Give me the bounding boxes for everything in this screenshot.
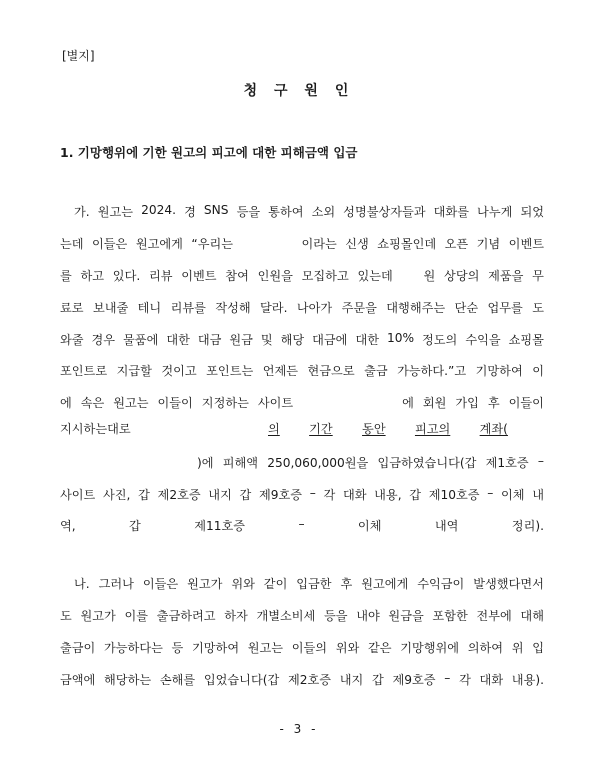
- word: 에: [402, 396, 414, 410]
- word: 후: [487, 396, 500, 410]
- word: –: [309, 486, 316, 500]
- word: 제9호증: [258, 488, 303, 502]
- word: 출금하려고: [156, 609, 216, 623]
- word: 위와: [335, 641, 360, 655]
- word: 원: [423, 269, 436, 283]
- word: –: [487, 486, 494, 500]
- word: 2024.: [141, 203, 176, 217]
- word: 및: [260, 333, 273, 347]
- word: SNS: [203, 203, 229, 217]
- word: 이벤트: [181, 269, 217, 283]
- document-title: 청 구 원 인: [243, 83, 355, 99]
- word: 이: [532, 364, 544, 378]
- word: 주문을: [341, 301, 377, 315]
- word: 대해: [520, 609, 544, 623]
- word: 10%: [386, 331, 415, 345]
- word: 지정하는: [201, 396, 249, 410]
- word: 갑: [239, 488, 252, 502]
- word: 금액에: [60, 673, 96, 687]
- word: 해당: [280, 333, 305, 347]
- paragraph-line: [60, 607, 544, 624]
- word: 무: [532, 269, 544, 283]
- word: 입금한: [296, 577, 332, 591]
- word: 기망하여: [475, 364, 523, 378]
- word: –: [537, 454, 544, 468]
- word: 기망하여: [192, 641, 240, 655]
- word: 현금으로: [307, 364, 355, 378]
- word: 이들이: [157, 396, 193, 410]
- word: 원금을: [388, 609, 424, 623]
- word: 위: [511, 641, 524, 655]
- word: 대행해주는: [386, 301, 446, 315]
- paragraph-line: [60, 420, 200, 437]
- word: 하고: [80, 269, 105, 283]
- word: 경우: [91, 333, 116, 347]
- word: 제10호증: [428, 488, 480, 502]
- paragraph-line: [60, 267, 544, 284]
- word: 가능하다는: [104, 641, 163, 655]
- word: 이들이: [508, 396, 544, 410]
- word: 발생했다면서: [473, 577, 544, 591]
- page-number: - 3 -: [279, 722, 319, 736]
- word: 가입: [455, 396, 479, 410]
- word: 리뷰: [148, 269, 173, 283]
- word: 이체: [500, 488, 525, 502]
- word: 갑: [409, 488, 422, 502]
- word: 원고가: [80, 609, 116, 623]
- word: –: [298, 517, 305, 531]
- word: 제9호증: [392, 673, 436, 687]
- word: 내역: [434, 519, 459, 533]
- word: 제11호증: [194, 519, 246, 533]
- word: 대화: [479, 673, 504, 687]
- word: 사진,: [103, 488, 131, 502]
- word: 그러나: [98, 577, 134, 591]
- word: 수익금이: [417, 577, 465, 591]
- paragraph-line: [60, 299, 544, 316]
- paragraph-line: [60, 671, 544, 688]
- word: 출금: [364, 364, 388, 378]
- word: 250,060,000원을: [267, 456, 369, 470]
- word: 이들은: [92, 237, 128, 251]
- word: 속은: [80, 396, 105, 410]
- word: 원고는: [247, 641, 284, 655]
- word: 대화: [342, 488, 367, 502]
- paragraph-line: [74, 203, 544, 220]
- word: 업무를: [487, 301, 523, 315]
- word: 등을: [323, 609, 348, 623]
- word: 각: [459, 673, 471, 687]
- word: 신생: [345, 237, 369, 251]
- word: 동안: [362, 422, 386, 436]
- word: )에: [197, 456, 214, 470]
- paragraph-line: [60, 486, 544, 503]
- word: 테니: [137, 301, 162, 315]
- word: 지시하는대로: [60, 422, 131, 436]
- word: 회원: [422, 396, 447, 410]
- word: 내지: [208, 488, 232, 502]
- word: 쇼핑몰인데: [377, 237, 437, 251]
- word: 등: [171, 641, 184, 655]
- word: 각: [323, 488, 336, 502]
- word: 원고에게: [361, 577, 409, 591]
- word: 나.: [74, 577, 90, 591]
- word: 대한: [355, 333, 379, 347]
- word: 입금하였습니다(갑: [377, 456, 477, 470]
- word: 해당하는: [104, 673, 152, 687]
- word: 가능하다.”고: [397, 364, 467, 378]
- word: 소외: [311, 205, 336, 219]
- word: 를: [60, 269, 72, 283]
- word: 는데: [60, 237, 84, 251]
- word: 제품을: [488, 269, 524, 283]
- word: 출금이: [60, 641, 96, 655]
- word: 있다.: [112, 269, 141, 283]
- attachment-label: [별지]: [62, 49, 95, 63]
- word: 에: [60, 396, 72, 410]
- word: 피고의: [414, 422, 451, 436]
- word: 입었습니다(갑: [203, 673, 280, 687]
- word: 사이트: [60, 488, 96, 502]
- word: 리뷰를: [170, 301, 206, 315]
- word: 제2호증: [287, 673, 332, 687]
- word: 경: [184, 205, 196, 219]
- word: 물품에: [123, 333, 159, 347]
- word: 포인트는: [206, 364, 254, 378]
- word: 입: [532, 641, 544, 655]
- word: 포인트로: [60, 364, 108, 378]
- word: 대한: [166, 333, 190, 347]
- word: 제2호증: [157, 488, 201, 502]
- word: –: [444, 671, 451, 685]
- word: 언제든: [262, 364, 299, 378]
- word: 이체: [357, 519, 382, 533]
- word: 단순: [454, 301, 479, 315]
- word: 사이트: [257, 396, 294, 410]
- word: 보내줄: [92, 301, 129, 315]
- word: 이를: [124, 609, 148, 623]
- word: 이들의: [291, 641, 328, 655]
- word: 의하여: [467, 641, 504, 655]
- word: 이들은: [142, 577, 179, 591]
- word: 기간: [309, 422, 333, 436]
- word: 도: [60, 609, 72, 623]
- word: 손해를: [159, 673, 196, 687]
- word: 기망행위에: [400, 641, 460, 655]
- word: 대화를: [433, 205, 469, 219]
- word: 이라는: [301, 237, 337, 251]
- word: 나아가: [296, 301, 333, 315]
- section-heading: 1. 기망행위에 기한 원고의 피고에 대한 피해금액 입금: [60, 145, 358, 160]
- word: 원고에게: [135, 237, 183, 251]
- paragraph-line: [197, 454, 544, 471]
- word: 위와: [231, 577, 255, 591]
- word: 전부에: [476, 609, 512, 623]
- word: 갑: [372, 673, 384, 687]
- word: 피해액: [222, 456, 259, 470]
- word: 것이고: [161, 364, 197, 378]
- word: 계좌(: [479, 422, 508, 436]
- word: 오픈: [444, 237, 469, 251]
- word: 작성해: [215, 301, 251, 315]
- word: 포함한: [432, 609, 468, 623]
- word: 같이: [263, 577, 288, 591]
- word: 상당의: [444, 269, 480, 283]
- word: 원고는: [97, 205, 134, 219]
- word: 달라.: [260, 301, 288, 315]
- word: 와줄: [60, 333, 84, 347]
- word: 료로: [60, 301, 84, 315]
- word: 개별소비세: [256, 609, 316, 623]
- word: 참여: [225, 269, 249, 283]
- word: 쇼핑몰: [508, 333, 544, 347]
- word: 나누게: [477, 205, 513, 219]
- word: 수익을: [465, 333, 501, 347]
- word: 갑: [138, 488, 150, 502]
- paragraph-line: [60, 517, 544, 534]
- word: 정리).: [511, 519, 544, 533]
- word: 갑: [129, 519, 141, 533]
- word: 도: [532, 301, 544, 315]
- word: 의: [268, 422, 280, 436]
- paragraph-line: [60, 331, 544, 348]
- word: 성명불상자들과: [343, 205, 426, 219]
- word: 역,: [60, 519, 76, 533]
- word: 통하여: [268, 205, 304, 219]
- word: 지급할: [116, 364, 152, 378]
- word: 제1호증: [485, 456, 529, 470]
- word: 같은: [367, 641, 392, 655]
- word: 가.: [74, 205, 90, 219]
- paragraph-line: [60, 235, 544, 252]
- word: 있는데: [357, 269, 393, 283]
- word: 원금: [229, 333, 253, 347]
- word: 내용).: [511, 673, 544, 687]
- word: 하자: [224, 609, 248, 623]
- word: 정도의: [422, 333, 458, 347]
- word: 되었: [520, 205, 544, 219]
- word: “우리는: [191, 237, 234, 251]
- paragraph-line: [74, 575, 544, 592]
- word: 원고가: [187, 577, 223, 591]
- word: 이벤트: [508, 237, 544, 251]
- paragraph-line: [60, 394, 544, 411]
- word: 대금에: [312, 333, 348, 347]
- word: 후: [340, 577, 353, 591]
- word: 내야: [356, 609, 380, 623]
- word: 내지: [339, 673, 364, 687]
- word: 등을: [236, 205, 261, 219]
- paragraph-line: [60, 362, 544, 379]
- word: 내: [532, 488, 544, 502]
- word: 모집하고: [301, 269, 349, 283]
- word: 대금: [197, 333, 222, 347]
- paragraph-line: [268, 420, 508, 437]
- word: 기념: [476, 237, 501, 251]
- word: 원고는: [113, 396, 149, 410]
- paragraph-line: [60, 639, 544, 656]
- word: 내용,: [374, 488, 402, 502]
- word: 인원을: [257, 269, 293, 283]
